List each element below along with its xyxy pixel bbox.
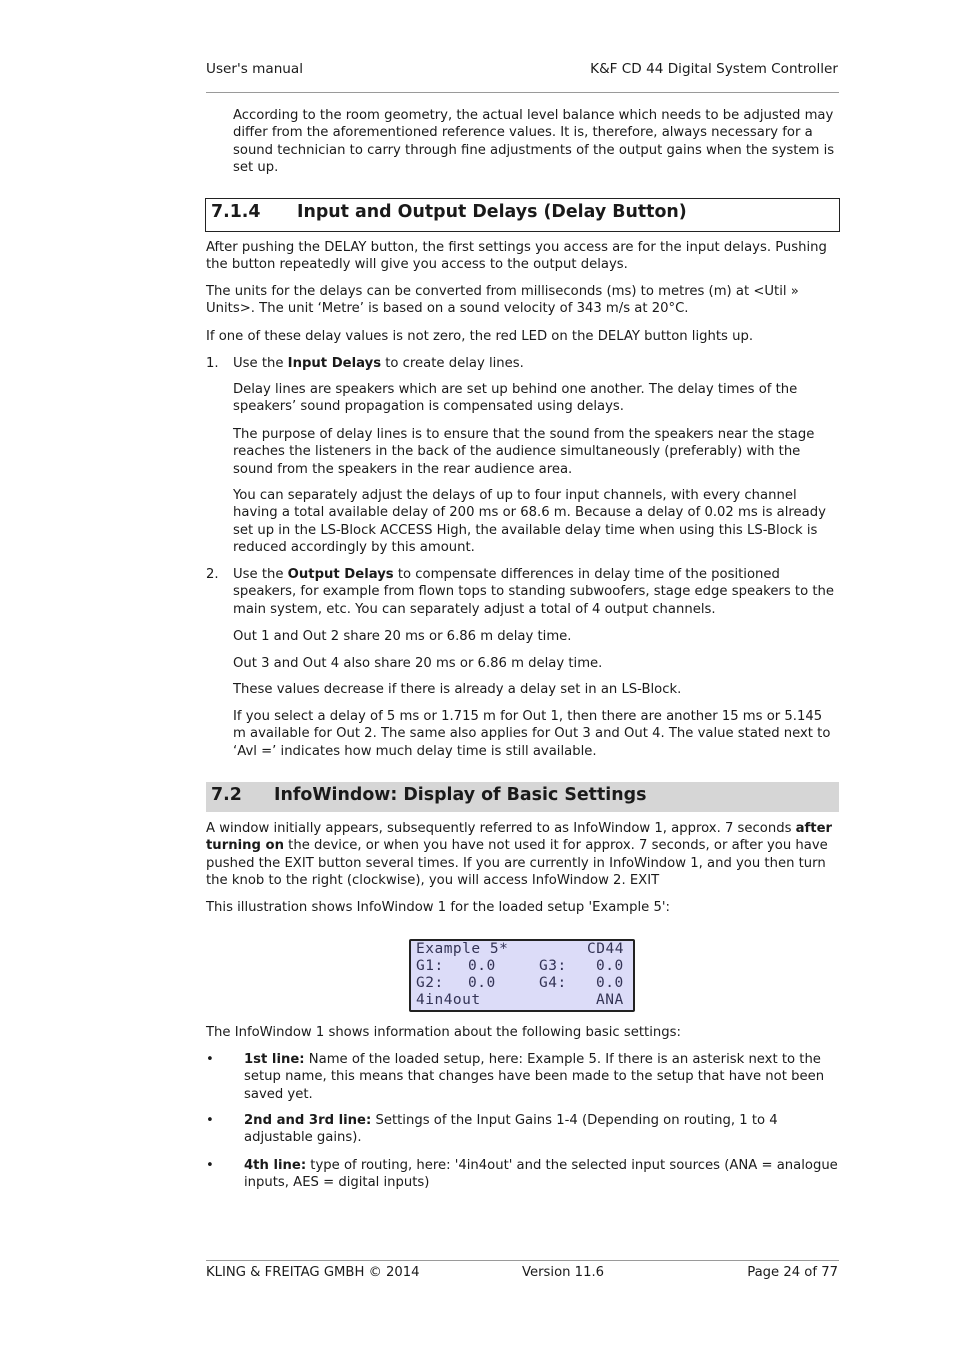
bullet-symbol: • xyxy=(206,1052,214,1067)
delay-paragraph-1: After pushing the DELAY button, the first settings you access are for the input delays. Pushing the button repeatedly will give you access to the output delays. xyxy=(206,240,827,273)
bullet-item-3: 4th line: type of routing, here: '4in4out' and the selected input sources (ANA = analogue inputs, AES = digital inputs) xyxy=(244,1158,838,1191)
bullet-symbol: • xyxy=(206,1113,214,1128)
lcd-line2-value-b: 0.0 xyxy=(596,958,624,974)
list-item-1-sub-2: The purpose of delay lines is to ensure that the sound from the speakers near the stage reaches the listeners in the back of the audience simultaneously (preferably) with the sound from the speakers in the rear audience area. xyxy=(233,427,815,477)
infowindow-paragraph-3: The InfoWindow 1 shows information about the following basic settings: xyxy=(206,1025,681,1040)
delay-paragraph-2: The units for the delays can be converted from milliseconds (ms) to metres (m) at <Util » Units>. The unit ‘Metre’ is based on a sound velocity of 343 m/s at 20°C. xyxy=(206,284,799,317)
header-rule xyxy=(206,92,839,93)
lcd-line4-routing: 4in4out xyxy=(416,992,481,1008)
list-number-1: 1. xyxy=(206,356,219,371)
list-item-1-sub-1: Delay lines are speakers which are set up behind one another. The delay times of the speakers’ sound propagation is compensated using delays. xyxy=(233,382,798,415)
bullet-item-1: 1st line: Name of the loaded setup, here: Example 5. If there is an asterisk next to the setup name, this means that changes have been made to the setup that have not been saved yet. xyxy=(244,1052,825,1102)
footer-left: KLING & FREITAG GMBH © 2014 xyxy=(206,1265,420,1280)
list-item-2: Use the Output Delays to compensate differences in delay time of the positioned speakers, for example from flown tops to standing subwoofers, stage edge speakers to the main system, etc. You can separately adjust a total of 4 output channels. xyxy=(233,567,834,617)
header-left: User's manual xyxy=(206,61,304,77)
infowindow-paragraph-1: A window initially appears, subsequently referred to as InfoWindow 1, approx. 7 seconds after turning on the device, or when you have not used it for approx. 7 seconds, or after you have pushed the EXIT button several times. If you are currently in InfoWindow 1, and you then turn the knob to the right (clockwise), you will access InfoWindow 2. EXIT xyxy=(206,821,833,889)
lcd-line2-value-a: 0.0 xyxy=(468,958,496,974)
lcd-infowindow-display xyxy=(409,939,635,1012)
list-item-2-sub-1: Out 1 and Out 2 share 20 ms or 6.86 m delay time. xyxy=(233,629,572,644)
section-heading-7-1-4 xyxy=(205,198,840,232)
lcd-line1-device: CD44 xyxy=(587,941,624,957)
section-title: InfoWindow: Display of Basic Settings xyxy=(274,785,647,805)
infowindow-paragraph-2: This illustration shows InfoWindow 1 for the loaded setup 'Example 5': xyxy=(206,900,670,915)
section-heading-7-2 xyxy=(206,782,839,812)
lcd-line2-label-a: G1: xyxy=(416,958,444,974)
bullet-item-2: 2nd and 3rd line: Settings of the Input Gains 1-4 (Depending on routing, 1 to 4 adjustable gains). xyxy=(244,1113,778,1146)
list-item-2-sub-4: If you select a delay of 5 ms or 1.715 m for Out 1, then there are another 15 ms or 5.145 m available for Out 2. The same also applies for Out 3 and Out 4. The value stated next to ‘Avl =’ indicates how much delay time is still available. xyxy=(233,709,831,759)
list-item-2-sub-3: These values decrease if there is already a delay set in an LS-Block. xyxy=(233,682,682,697)
lcd-line3-label-a: G2: xyxy=(416,975,444,991)
section-number: 7.1.4 xyxy=(211,202,261,222)
list-item-1: Use the Input Delays to create delay lines. xyxy=(233,356,524,371)
lcd-line1-name: Example 5* xyxy=(416,941,509,957)
lcd-line2-label-b: G3: xyxy=(539,958,567,974)
lcd-line3-value-b: 0.0 xyxy=(596,975,624,991)
intro-paragraph: According to the room geometry, the actual level balance which needs to be adjusted may differ from the aforementioned reference values. It is, therefore, always necessary for a sound technician to carry through fine adjustments of the output gains when the system is set up. xyxy=(233,108,835,176)
lcd-line4-source: ANA xyxy=(596,992,624,1008)
lcd-line3-value-a: 0.0 xyxy=(468,975,496,991)
bullet-symbol: • xyxy=(206,1158,214,1173)
footer-page-number: Page 24 of 77 xyxy=(747,1265,838,1280)
list-number-2: 2. xyxy=(206,567,219,582)
footer-rule xyxy=(206,1260,839,1261)
section-title: Input and Output Delays (Delay Button) xyxy=(297,202,687,222)
lcd-line3-label-b: G4: xyxy=(539,975,567,991)
delay-paragraph-3: If one of these delay values is not zero, the red LED on the DELAY button lights up. xyxy=(206,329,754,344)
section-number: 7.2 xyxy=(211,785,242,805)
footer-center: Version 11.6 xyxy=(522,1265,605,1280)
header-right: K&F CD 44 Digital System Controller xyxy=(590,61,838,77)
list-item-1-sub-3: You can separately adjust the delays of up to four input channels, with every channel having a total available delay of 200 ms or 68.6 m. Because a delay of 0.02 ms is already set up in the LS-Block ACCESS High, the available delay time when using this LS-Block is reduced accordingly by this amount. xyxy=(233,488,826,556)
list-item-2-sub-2: Out 3 and Out 4 also share 20 ms or 6.86 m delay time. xyxy=(233,656,603,671)
